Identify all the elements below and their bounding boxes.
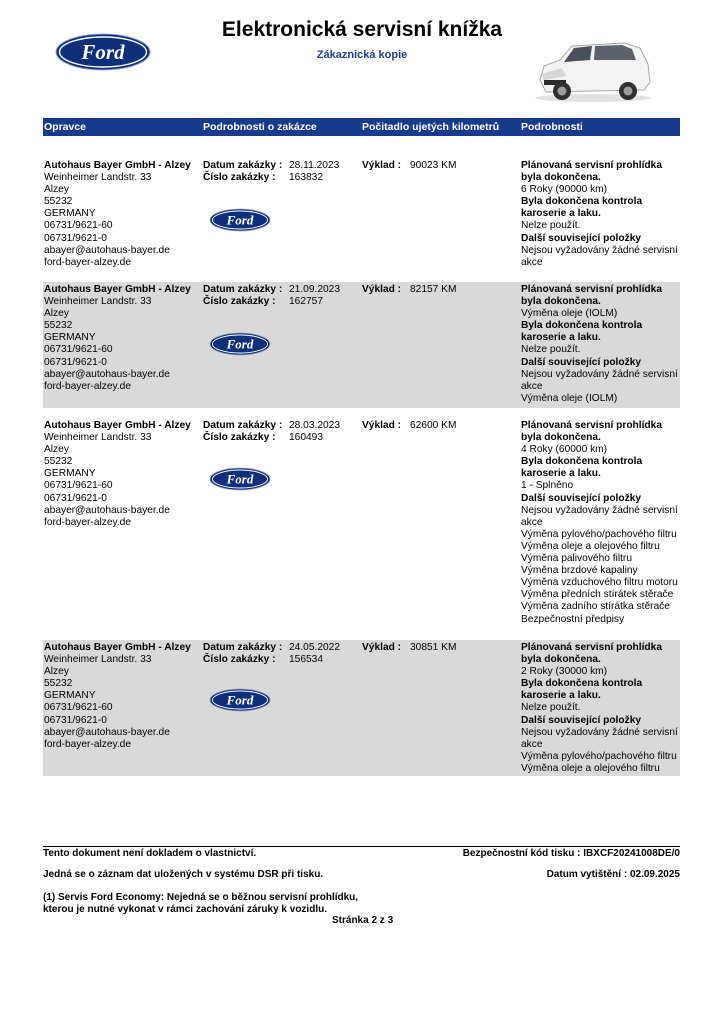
detail-line: Další související položky: [521, 714, 642, 726]
reading-label: Výklad :: [362, 420, 402, 431]
order-date: 28.11.2023: [289, 160, 340, 171]
detail-line: Další související položky: [521, 492, 642, 504]
detail-line: Výměna brzdové kapaliny: [521, 565, 638, 577]
economy-note-line-1: (1) Servis Ford Economy: Nejedná se o běžnou servisní prohlídku,: [43, 892, 359, 903]
detail-line: Nejsou vyžadovány žádné servisní akce: [521, 244, 678, 268]
column-header-odometer: Počitadlo ujetých kilometrů: [362, 121, 500, 133]
economy-note-line-2: kterou je nutné vykonat v rámci zachování záruky k vozidlu.: [43, 904, 327, 915]
detail-line: Výměna předních stírátek stěrače: [521, 589, 674, 601]
dealer-street: Weinheimer Landstr. 33: [44, 432, 152, 444]
vehicle-image: [532, 38, 654, 109]
dealer-postcode: 55232: [44, 196, 73, 208]
page-number: Stránka 2 z 3: [332, 915, 394, 926]
dealer-phone-1: 06731/9621-60: [44, 220, 113, 232]
dealer-phone-2: 06731/9621-0: [44, 356, 107, 368]
dealer-phone-1: 06731/9621-60: [44, 344, 113, 356]
column-header-details: Podrobnosti: [521, 121, 583, 133]
detail-line: Nelze použít.: [521, 220, 581, 232]
order-number: 163832: [289, 172, 323, 184]
detail-line: Výměna oleje a olejového filtru: [521, 540, 660, 552]
detail-line: Výměna oleje a olejového filtru: [521, 762, 660, 774]
dealer-email: abayer@autohaus-bayer.de: [44, 504, 170, 516]
svg-text:Ford: Ford: [81, 40, 125, 64]
svg-text:Ford: Ford: [226, 212, 254, 228]
ford-logo-icon: [209, 467, 271, 491]
dsr-note: Jedná se o záznam dat uložených v systému DSR při tisku.: [43, 869, 324, 880]
detail-line: Výměna pylového/pachového filtru: [521, 750, 677, 762]
dealer-website: ford-bayer-alzey.de: [44, 256, 132, 268]
order-date: 24.05.2022: [289, 642, 340, 653]
ford-logo: [55, 33, 151, 76]
table-header: [43, 118, 680, 136]
detail-line: Nejsou vyžadovány žádné servisní akce: [521, 368, 678, 392]
dealer-email: abayer@autohaus-bayer.de: [44, 244, 170, 256]
svg-text:Ford: Ford: [226, 692, 254, 708]
page-subtitle: Zákaznická kopie: [316, 49, 408, 61]
order-details: [203, 642, 353, 666]
page-title: Elektronická servisní knížka: [221, 18, 503, 41]
dealer-phone-2: 06731/9621-0: [44, 232, 107, 244]
dealer-phone-2: 06731/9621-0: [44, 492, 107, 504]
detail-line: Byla dokončena kontrola karoserie a laku.: [521, 320, 643, 344]
odometer-value: 62600 KM: [410, 420, 457, 431]
detail-line: Výměna palivového filtru: [521, 553, 632, 565]
detail-line: 6 Roky (90000 km): [521, 184, 608, 196]
reading-label: Výklad :: [362, 284, 402, 295]
service-entry: [43, 158, 680, 280]
detail-line: Plánovaná servisní prohlídka byla dokončena.: [521, 160, 662, 184]
odometer: [362, 284, 512, 296]
ford-logo-icon: [209, 332, 271, 356]
service-details: [521, 160, 679, 269]
column-header-order-details: Podrobnosti o zakázce: [203, 121, 317, 133]
detail-line: 2 Roky (30000 km): [521, 666, 608, 678]
dealer-website: ford-bayer-alzey.de: [44, 738, 132, 750]
detail-line: Plánovaná servisní prohlídka byla dokončena.: [521, 642, 662, 666]
detail-line: Výměna oleje (IOLM): [521, 392, 618, 404]
dealer-info: [44, 160, 199, 269]
service-details: [521, 284, 679, 405]
order-number: 160493: [289, 432, 323, 444]
detail-line: Byla dokončena kontrola karoserie a laku.: [521, 196, 643, 220]
detail-line: Bezpečnostní předpisy: [521, 613, 625, 625]
svg-text:Ford: Ford: [226, 471, 254, 487]
dealer-street: Weinheimer Landstr. 33: [44, 172, 152, 184]
dealer-phone-2: 06731/9621-0: [44, 714, 107, 726]
detail-line: Byla dokončena kontrola karoserie a laku.: [521, 456, 643, 480]
detail-line: Nelze použít.: [521, 702, 581, 714]
detail-line: 4 Roky (60000 km): [521, 444, 608, 456]
dealer-country: GERMANY: [44, 468, 96, 480]
detail-line: Výměna zadního stírátka stěrače: [521, 601, 670, 613]
dealer-info: [44, 420, 199, 529]
order-date-label: Datum zakázky :: [203, 642, 283, 653]
order-number: 156534: [289, 654, 323, 666]
dealer-name: Autohaus Bayer GmbH - Alzey: [44, 284, 191, 295]
ownership-disclaimer: Tento dokument není dokladem o vlastnictví.: [43, 848, 257, 859]
order-number: 162757: [289, 296, 323, 308]
footer-divider: [43, 846, 680, 847]
odometer: [362, 420, 512, 432]
order-number-label: Číslo zakázky :: [203, 654, 276, 666]
detail-line: Nelze použít.: [521, 344, 581, 356]
odometer: [362, 160, 512, 172]
dealer-postcode: 55232: [44, 320, 73, 332]
service-entry: [43, 282, 680, 408]
reading-label: Výklad :: [362, 160, 402, 171]
print-date: Datum vytištění : 02.09.2025: [546, 869, 680, 880]
odometer: [362, 642, 512, 654]
dealer-email: abayer@autohaus-bayer.de: [44, 726, 170, 738]
ford-logo-icon: [209, 208, 271, 232]
dealer-street: Weinheimer Landstr. 33: [44, 296, 152, 308]
order-details: [203, 160, 353, 184]
dealer-website: ford-bayer-alzey.de: [44, 380, 132, 392]
dealer-email: abayer@autohaus-bayer.de: [44, 368, 170, 380]
dealer-website: ford-bayer-alzey.de: [44, 516, 132, 528]
detail-line: 1 - Splněno: [521, 480, 574, 492]
order-details: [203, 284, 353, 308]
order-number-label: Číslo zakázky :: [203, 172, 276, 184]
dealer-city: Alzey: [44, 184, 69, 196]
dealer-street: Weinheimer Landstr. 33: [44, 654, 152, 666]
dealer-postcode: 55232: [44, 456, 73, 468]
service-entry: [43, 418, 680, 630]
dealer-city: Alzey: [44, 308, 69, 320]
order-number-label: Číslo zakázky :: [203, 296, 276, 308]
service-details: [521, 642, 679, 775]
dealer-country: GERMANY: [44, 208, 96, 220]
detail-line: Byla dokončena kontrola karoserie a laku.: [521, 678, 643, 702]
order-date: 21.09.2023: [289, 284, 340, 295]
order-date-label: Datum zakázky :: [203, 420, 283, 431]
detail-line: Další související položky: [521, 232, 642, 244]
dealer-phone-1: 06731/9621-60: [44, 480, 113, 492]
order-date-label: Datum zakázky :: [203, 284, 283, 295]
dealer-country: GERMANY: [44, 332, 96, 344]
reading-label: Výklad :: [362, 642, 402, 653]
detail-line: Výměna oleje (IOLM): [521, 308, 618, 320]
service-entry: [43, 640, 680, 776]
detail-line: Plánovaná servisní prohlídka byla dokončena.: [521, 420, 662, 444]
odometer-value: 82157 KM: [410, 284, 457, 295]
order-date-label: Datum zakázky :: [203, 160, 283, 171]
detail-line: Výměna vzduchového filtru motoru: [521, 577, 678, 589]
svg-text:Ford: Ford: [226, 336, 254, 352]
detail-line: Další související položky: [521, 356, 642, 368]
dealer-name: Autohaus Bayer GmbH - Alzey: [44, 420, 191, 431]
dealer-postcode: 55232: [44, 678, 73, 690]
dealer-name: Autohaus Bayer GmbH - Alzey: [44, 160, 191, 171]
service-details: [521, 420, 679, 626]
dealer-name: Autohaus Bayer GmbH - Alzey: [44, 642, 191, 653]
dealer-info: [44, 284, 199, 393]
order-details: [203, 420, 353, 444]
ford-logo-icon: [209, 688, 271, 712]
order-number-label: Číslo zakázky :: [203, 432, 276, 444]
detail-line: Výměna pylového/pachového filtru: [521, 528, 677, 540]
dealer-phone-1: 06731/9621-60: [44, 702, 113, 714]
detail-line: Plánovaná servisní prohlídka byla dokončena.: [521, 284, 662, 308]
column-header-repairer: Opravce: [44, 121, 87, 133]
dealer-country: GERMANY: [44, 690, 96, 702]
detail-line: Nejsou vyžadovány žádné servisní akce: [521, 726, 678, 750]
security-code: Bezpečnostní kód tisku : IBXCF20241008DE/0: [462, 848, 680, 859]
dealer-city: Alzey: [44, 444, 69, 456]
dealer-info: [44, 642, 199, 751]
odometer-value: 30851 KM: [410, 642, 457, 653]
order-date: 28.03.2023: [289, 420, 340, 431]
odometer-value: 90023 KM: [410, 160, 457, 171]
detail-line: Nejsou vyžadovány žádné servisní akce: [521, 504, 678, 528]
dealer-city: Alzey: [44, 666, 69, 678]
